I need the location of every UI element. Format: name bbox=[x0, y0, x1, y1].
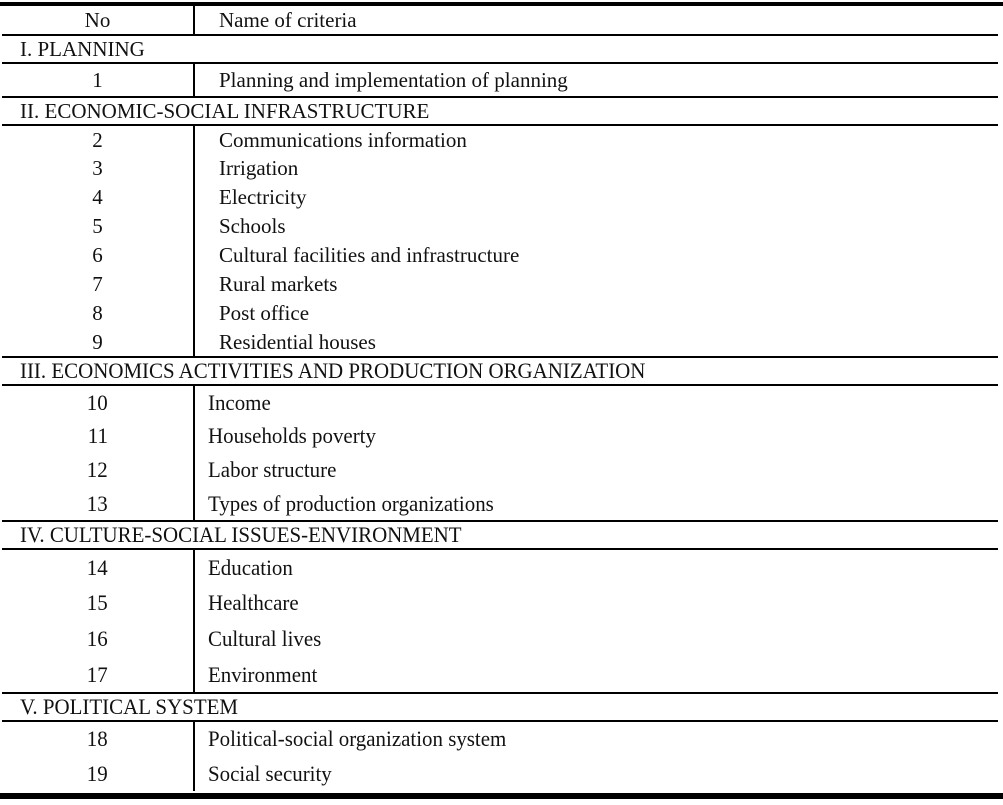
criteria-name: Cultural lives bbox=[208, 626, 322, 651]
section-heading-row bbox=[2, 693, 998, 721]
criteria-name: Environment bbox=[208, 661, 318, 687]
table-row bbox=[2, 125, 998, 154]
criteria-name: Electricity bbox=[219, 185, 307, 209]
criteria-name-cell bbox=[194, 63, 998, 97]
row-number-cell bbox=[2, 183, 194, 212]
criteria-name: Schools bbox=[219, 214, 286, 238]
criteria-name-cell bbox=[194, 721, 998, 756]
criteria-name: Irrigation bbox=[219, 156, 299, 180]
criteria-name-cell bbox=[194, 385, 998, 419]
criteria-name-cell bbox=[194, 154, 998, 183]
table-row bbox=[2, 299, 998, 328]
table-row bbox=[2, 453, 998, 487]
row-number: 9 bbox=[92, 329, 103, 354]
header-cell-name-of-criteria bbox=[194, 6, 998, 35]
table-row bbox=[2, 721, 998, 756]
criteria-name: Households poverty bbox=[208, 423, 376, 448]
criteria-name-cell bbox=[194, 419, 998, 453]
row-number-cell bbox=[2, 721, 194, 756]
row-number: 6 bbox=[92, 243, 103, 267]
criteria-name: Post office bbox=[219, 301, 310, 325]
criteria-name: Cultural facilities and infrastructure bbox=[219, 243, 520, 267]
row-number: 18 bbox=[87, 726, 108, 751]
table-row bbox=[2, 621, 998, 657]
criteria-name: Residential houses bbox=[219, 329, 376, 354]
criteria-name-cell bbox=[194, 549, 998, 585]
criteria-name-cell bbox=[194, 183, 998, 212]
table-row bbox=[2, 756, 998, 791]
criteria-name-cell bbox=[194, 453, 998, 487]
row-number-cell bbox=[2, 756, 194, 791]
criteria-name-cell bbox=[194, 756, 998, 791]
row-number-cell bbox=[2, 621, 194, 657]
criteria-name: Rural markets bbox=[219, 272, 338, 296]
row-number: 12 bbox=[87, 457, 108, 482]
criteria-name: Communications information bbox=[219, 127, 467, 152]
row-number: 11 bbox=[87, 423, 108, 448]
criteria-name-cell bbox=[194, 487, 998, 521]
table-row bbox=[2, 487, 998, 521]
section-heading-cell bbox=[2, 357, 998, 385]
row-number-cell bbox=[2, 549, 194, 585]
table-header-row bbox=[2, 6, 998, 35]
row-number-cell bbox=[2, 487, 194, 521]
criteria-name: Planning and implementation of planning bbox=[219, 67, 568, 92]
section-heading-cell bbox=[2, 521, 998, 549]
criteria-name: Political-social organization system bbox=[208, 726, 507, 751]
criteria-name-cell bbox=[194, 328, 998, 357]
section-heading-row bbox=[2, 35, 998, 63]
criteria-table-body bbox=[2, 35, 998, 791]
row-number-cell bbox=[2, 212, 194, 241]
row-number: 4 bbox=[92, 185, 103, 209]
row-number: 1 bbox=[92, 67, 103, 92]
section-title: III. ECONOMICS ACTIVITIES AND PRODUCTION ORGANIZATION bbox=[20, 358, 646, 383]
row-number: 13 bbox=[87, 490, 108, 516]
section-heading-cell bbox=[2, 693, 998, 721]
row-number-cell bbox=[2, 585, 194, 621]
criteria-name: Healthcare bbox=[208, 590, 299, 615]
row-number: 16 bbox=[87, 626, 108, 651]
section-title: II. ECONOMIC-SOCIAL INFRASTRUCTURE bbox=[20, 98, 430, 123]
criteria-name: Income bbox=[208, 389, 271, 415]
criteria-name-cell bbox=[194, 585, 998, 621]
row-number: 8 bbox=[92, 301, 103, 325]
table-row bbox=[2, 63, 998, 97]
row-number-cell bbox=[2, 125, 194, 154]
row-number-cell bbox=[2, 419, 194, 453]
criteria-name-cell bbox=[194, 299, 998, 328]
section-heading-cell bbox=[2, 97, 998, 125]
table-row bbox=[2, 270, 998, 299]
section-title: IV. CULTURE-SOCIAL ISSUES-ENVIRONMENT bbox=[20, 522, 462, 547]
criteria-name: Social security bbox=[208, 760, 332, 786]
section-heading-row bbox=[2, 97, 998, 125]
table-row bbox=[2, 419, 998, 453]
row-number: 17 bbox=[87, 661, 108, 687]
table-row bbox=[2, 549, 998, 585]
criteria-name-cell bbox=[194, 212, 998, 241]
criteria-table bbox=[2, 6, 998, 791]
criteria-name-cell bbox=[194, 125, 998, 154]
row-number: 5 bbox=[92, 214, 103, 238]
section-title: I. PLANNING bbox=[20, 36, 145, 61]
table-row bbox=[2, 385, 998, 419]
row-number-cell bbox=[2, 63, 194, 97]
row-number-cell bbox=[2, 299, 194, 328]
row-number: 7 bbox=[92, 272, 103, 296]
row-number-cell bbox=[2, 385, 194, 419]
table-row bbox=[2, 241, 998, 270]
table-row bbox=[2, 183, 998, 212]
row-number-cell bbox=[2, 657, 194, 693]
criteria-name: Types of production organizations bbox=[208, 490, 494, 516]
criteria-name-cell bbox=[194, 241, 998, 270]
row-number: 19 bbox=[87, 760, 108, 786]
row-number: 2 bbox=[92, 127, 103, 152]
criteria-name-cell bbox=[194, 621, 998, 657]
header-cell-no bbox=[2, 6, 194, 35]
row-number: 15 bbox=[87, 590, 108, 615]
criteria-name: Labor structure bbox=[208, 457, 337, 482]
row-number: 3 bbox=[92, 156, 103, 180]
row-number-cell bbox=[2, 453, 194, 487]
criteria-name: Education bbox=[208, 554, 293, 580]
criteria-table-container bbox=[0, 2, 1003, 799]
table-row bbox=[2, 328, 998, 357]
table-row bbox=[2, 154, 998, 183]
row-number: 10 bbox=[87, 389, 108, 415]
row-number-cell bbox=[2, 270, 194, 299]
section-heading-row bbox=[2, 357, 998, 385]
header-label-name-of-criteria: Name of criteria bbox=[219, 7, 357, 32]
row-number-cell bbox=[2, 328, 194, 357]
section-heading-cell bbox=[2, 35, 998, 63]
table-row bbox=[2, 657, 998, 693]
header-label-no: No bbox=[84, 7, 111, 32]
criteria-name-cell bbox=[194, 657, 998, 693]
table-row bbox=[2, 212, 998, 241]
table-row bbox=[2, 585, 998, 621]
section-title: V. POLITICAL SYSTEM bbox=[20, 694, 238, 719]
row-number-cell bbox=[2, 241, 194, 270]
row-number-cell bbox=[2, 154, 194, 183]
section-heading-row bbox=[2, 521, 998, 549]
row-number: 14 bbox=[87, 554, 108, 580]
criteria-name-cell bbox=[194, 270, 998, 299]
